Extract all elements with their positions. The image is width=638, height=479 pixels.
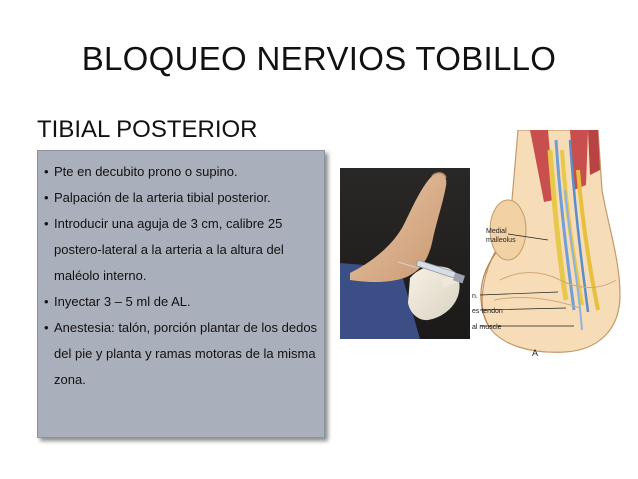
label-muscle: al muscle <box>472 324 502 331</box>
bullet-marker: • <box>44 294 49 309</box>
injection-photo-image <box>340 168 473 339</box>
anatomy-illustration <box>470 130 626 362</box>
bullet-item <box>44 315 318 393</box>
injection-photo <box>340 168 473 339</box>
bullet-list <box>44 159 318 393</box>
bullet-text: Anestesia: talón, porción plantar de los dedos del pie y planta y ramas motoras de la misma zona. <box>54 320 318 387</box>
ankle-anatomy-drawing <box>470 130 626 362</box>
slide-title: BLOQUEO NERVIOS TOBILLO <box>81 40 557 77</box>
bullet-text: Inyectar 3 – 5 ml de AL. <box>54 294 191 309</box>
figure-letter: A <box>532 348 539 358</box>
bullet-marker: • <box>44 190 49 205</box>
bullet-text: Palpación de la arteria tibial posterior. <box>54 190 271 205</box>
bullet-marker: • <box>44 216 49 231</box>
bullet-marker: • <box>44 164 49 179</box>
bullet-marker: • <box>44 320 49 335</box>
bullet-text: Introducir una aguja de 3 cm, calibre 25 postero-lateral a la arteria a la altura del maléolo interno. <box>54 216 284 283</box>
bullet-text-box <box>37 150 325 438</box>
label-tendon: es tendon <box>472 308 503 315</box>
label-malleolus: malleolus <box>486 237 516 244</box>
bullet-item <box>44 185 318 211</box>
bullet-text: Pte en decubito prono o supino. <box>54 164 238 179</box>
label-medial: Medial <box>486 228 507 235</box>
label-nerve: n. <box>472 293 478 300</box>
bullet-item <box>44 211 318 289</box>
bullet-item <box>44 159 318 185</box>
bullet-item <box>44 289 318 315</box>
slide-subtitle: TIBIAL POSTERIOR <box>37 116 258 143</box>
